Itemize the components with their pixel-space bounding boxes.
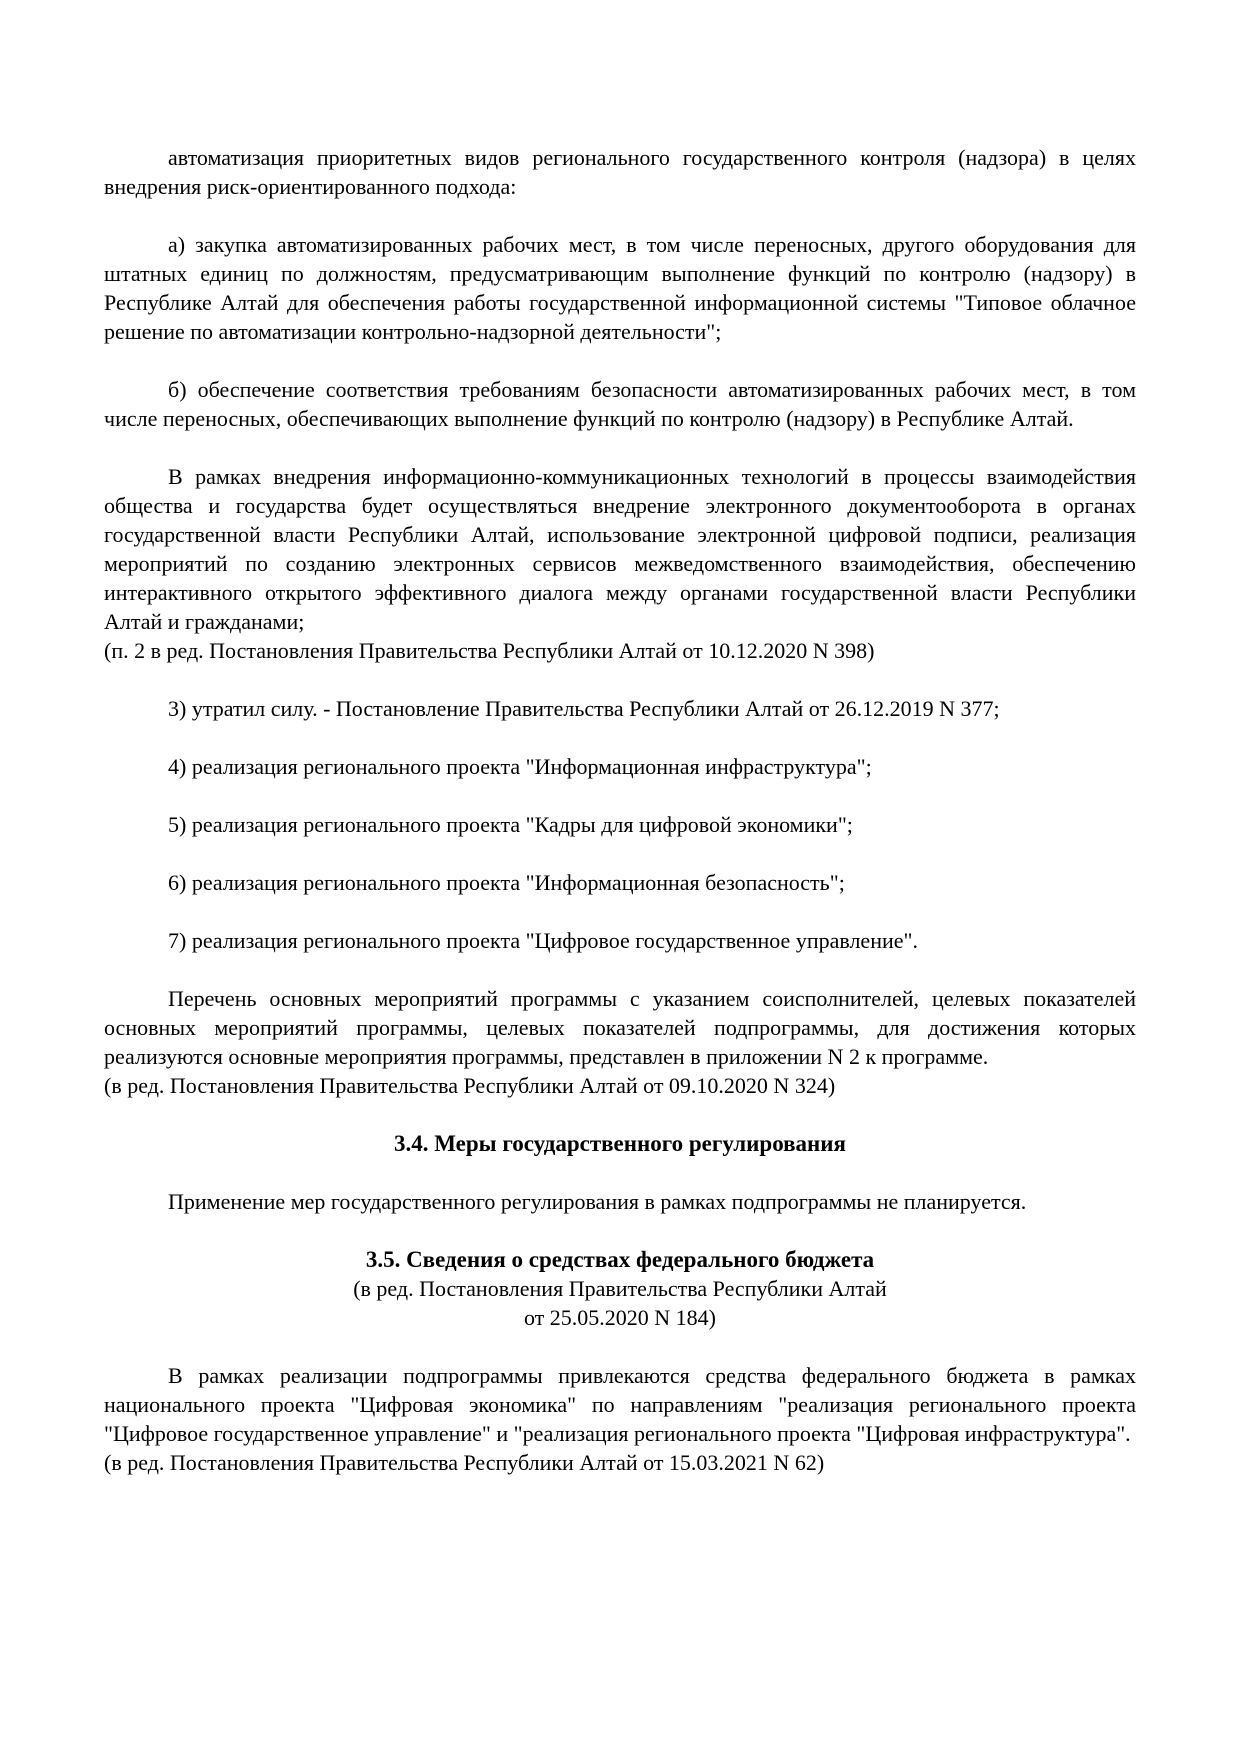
list-item: 3) утратил силу. - Постановление Правительства Республики Алтай от 26.12.2019 N 377; [168, 696, 1000, 721]
amendment-note: (в ред. Постановления Правительства Республики Алтай от 09.10.2020 N 324) [104, 1073, 836, 1098]
amendment-note: (п. 2 в ред. Постановления Правительства Республики Алтай от 10.12.2020 N 398) [104, 638, 875, 663]
body-paragraph: а) закупка автоматизированных рабочих мест, в том числе переносных, другого оборудования для штатных единиц по должностям, предусматривающим выполнение функций по контролю (надзору) в Республике Алтай для обеспечения работы государственной информационной системы "Типовое облачное решение по автоматизации контрольно-надзорной деятельности"; [104, 232, 1136, 344]
body-paragraph: б) обеспечение соответствия требованиям безопасности автоматизированных рабочих мест, в том числе переносных, обеспечивающих выполнение функций по контролю (надзору) в Республике Алтай. [104, 377, 1136, 431]
body-paragraph: автоматизация приоритетных видов регионального государственного контроля (надзора) в целях внедрения риск-ориентированного подхода: [104, 145, 1136, 199]
heading-amendment-note: от 25.05.2020 N 184) [523, 1305, 717, 1330]
list-item: 6) реализация регионального проекта "Информационная безопасность"; [168, 870, 845, 895]
body-paragraph: В рамках внедрения информационно-коммуникационных технологий в процессы взаимодействия общества и государства будет осуществляться внедрение электронного документооборота в органах государственной власти Республики Алтай, использование электронной цифровой подписи, реализация мероприятий по созданию электронных сервисов межведомственного взаимодействия, обеспечению интерактивного открытого эффективного диалога между органами государственной власти Республики Алтай и гражданами; [104, 464, 1136, 634]
list-item: 5) реализация регионального проекта "Кадры для цифровой экономики"; [168, 812, 853, 837]
list-item: 7) реализация регионального проекта "Цифровое государственное управление". [168, 928, 918, 953]
section-heading-3-5: 3.5. Сведения о средствах федерального бюджета [365, 1247, 875, 1272]
section-heading-3-4: 3.4. Меры государственного регулирования [394, 1131, 846, 1156]
heading-amendment-note: (в ред. Постановления Правительства Республики Алтай [353, 1276, 887, 1301]
amendment-note: (в ред. Постановления Правительства Республики Алтай от 15.03.2021 N 62) [104, 1450, 825, 1475]
body-paragraph: Перечень основных мероприятий программы с указанием соисполнителей, целевых показателей основных мероприятий программы, целевых показателей подпрограммы, для достижения которых реализуются основные мероприятия программы, представлен в приложении N 2 к программе. [104, 986, 1136, 1069]
body-paragraph: В рамках реализации подпрограммы привлекаются средства федерального бюджета в рамках национального проекта "Цифровая экономика" по направлениям "реализация регионального проекта "Цифровое государственное управление" и "реализация регионального проекта "Цифровая инфраструктура". [104, 1363, 1136, 1446]
body-paragraph: Применение мер государственного регулирования в рамках подпрограммы не планируется. [168, 1189, 1027, 1214]
list-item: 4) реализация регионального проекта "Информационная инфраструктура"; [168, 754, 872, 779]
